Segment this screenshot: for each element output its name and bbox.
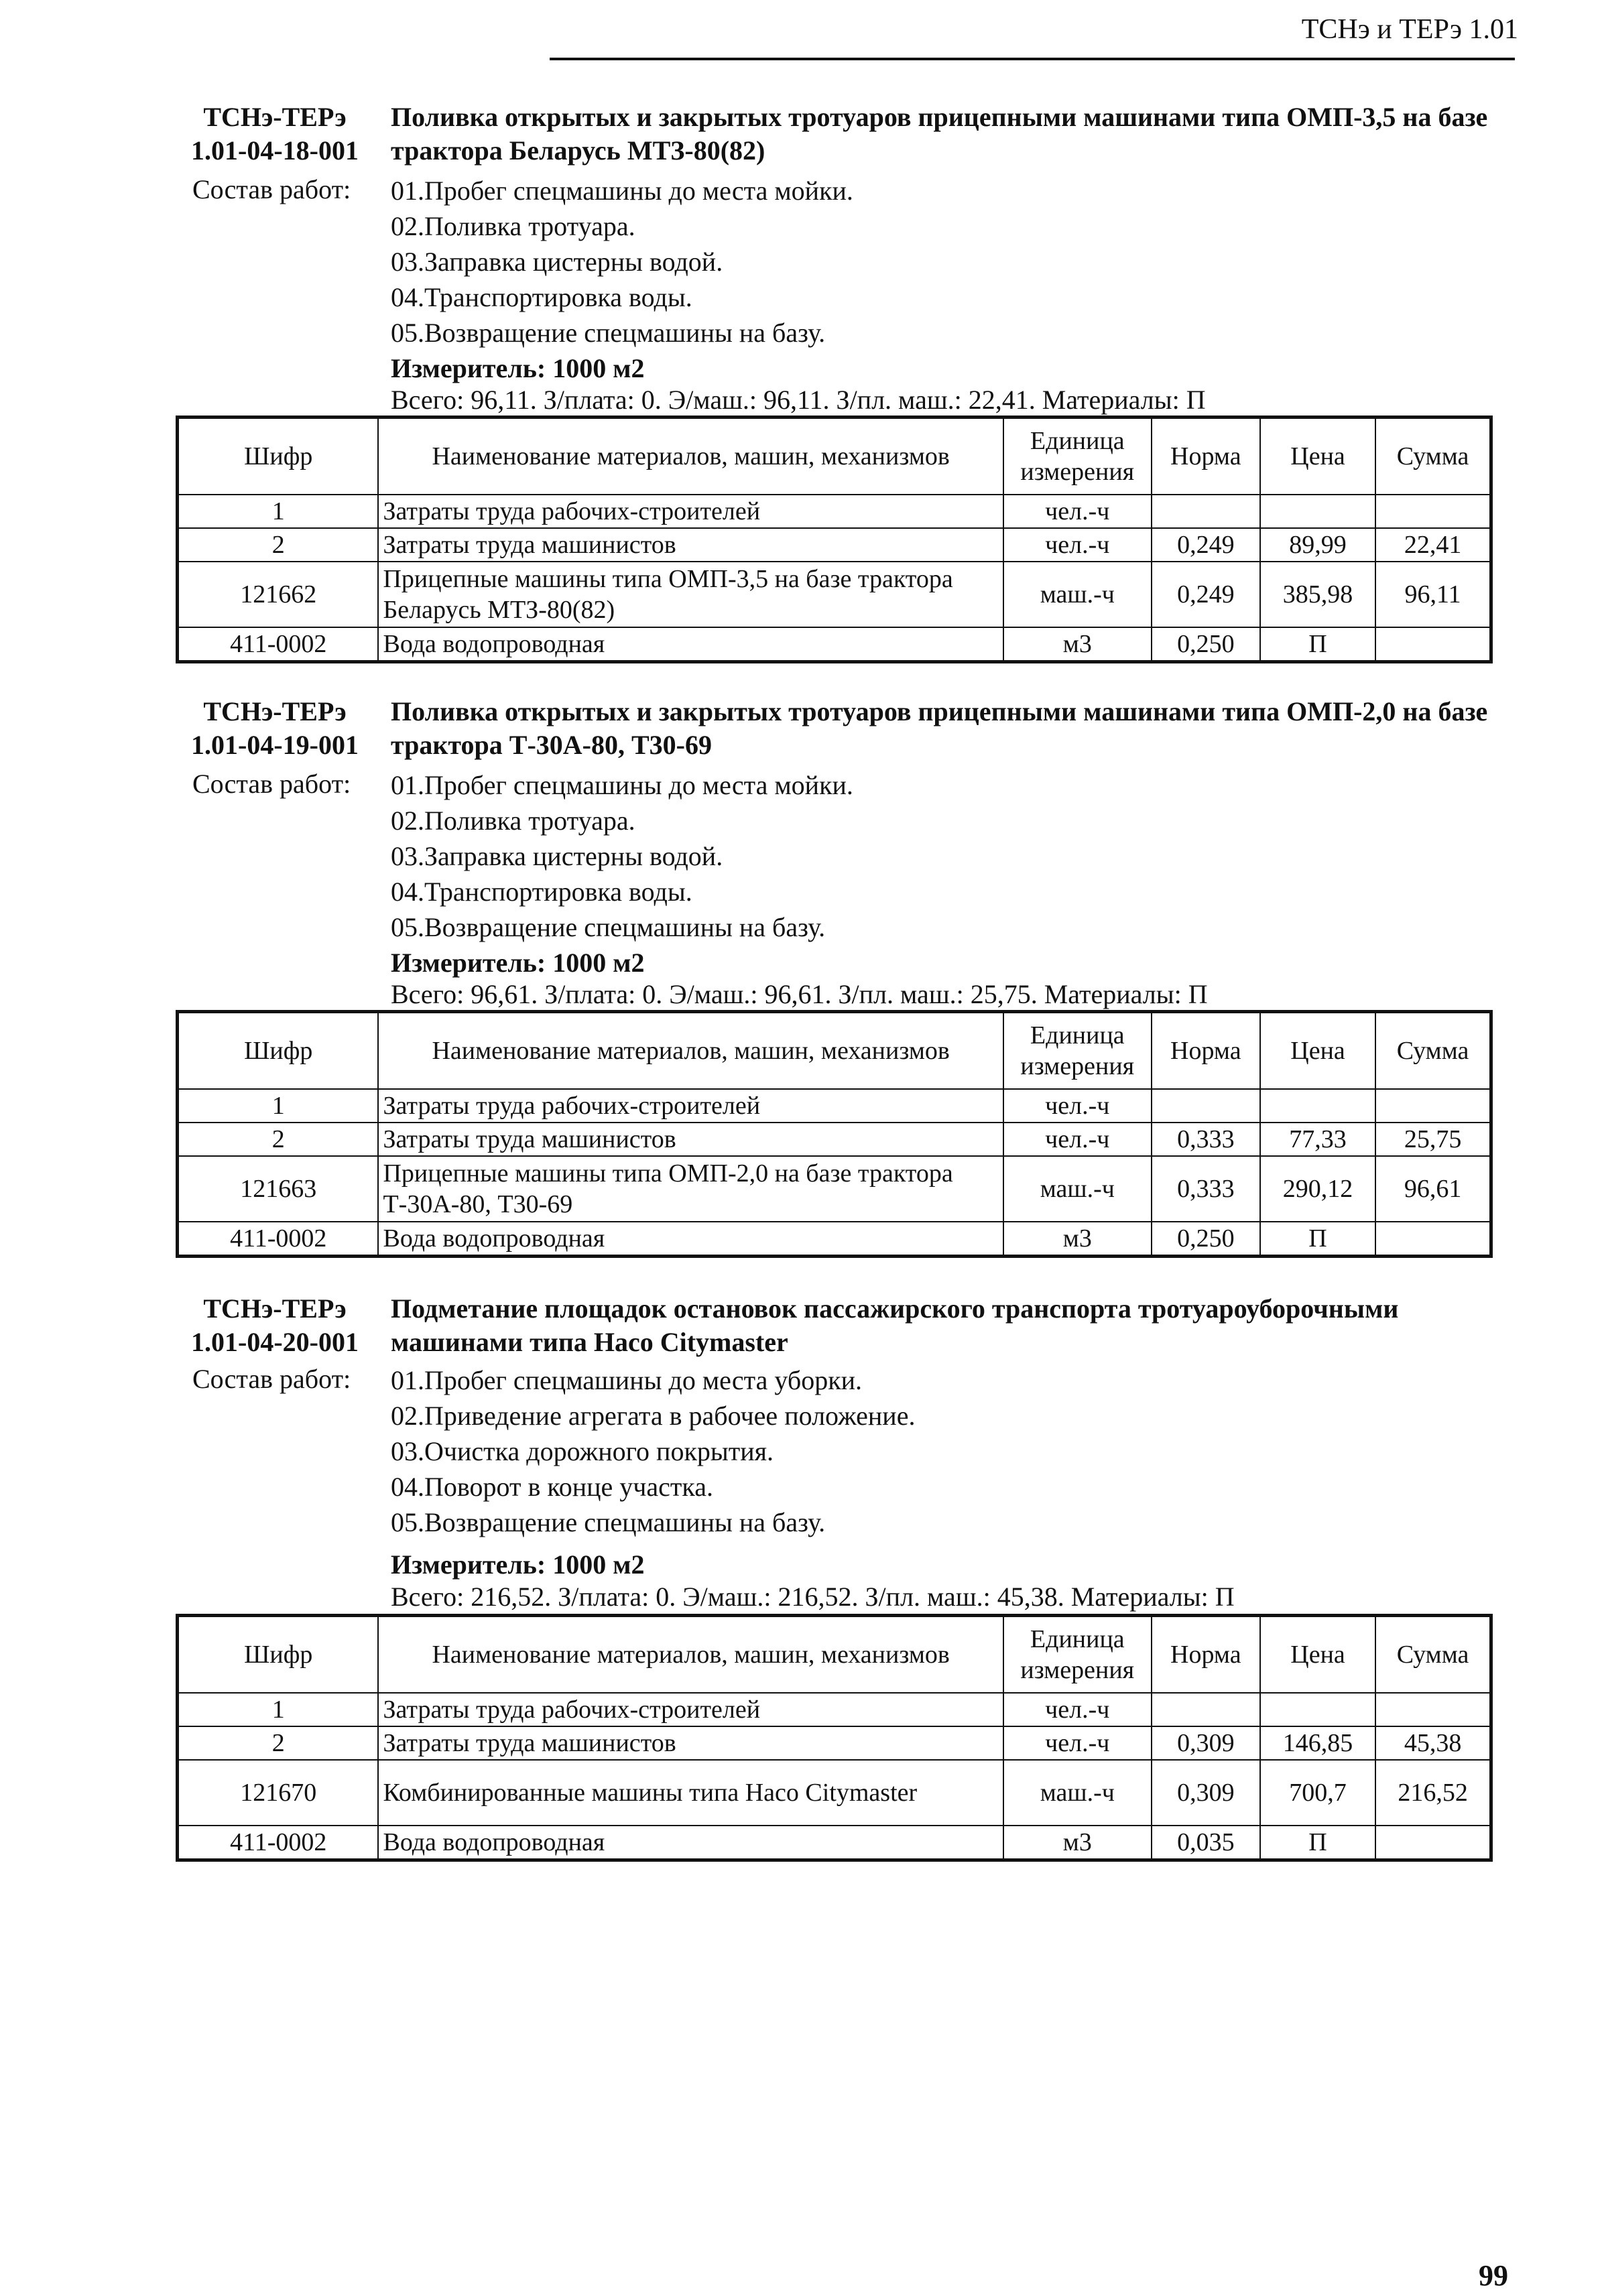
resources-table bbox=[176, 1614, 1493, 1862]
header-unit-line1: Единица bbox=[1030, 427, 1125, 455]
cell-code: 1 bbox=[178, 1693, 379, 1726]
work-step: 01.Пробег спецмашины до места мойки. bbox=[391, 176, 853, 206]
cell-code: 1 bbox=[178, 1089, 379, 1123]
cell-sum bbox=[1375, 495, 1491, 528]
work-step: 03.Заправка цистерны водой. bbox=[391, 841, 723, 871]
cell-unit: маш.-ч bbox=[1003, 1156, 1152, 1222]
header-unit-line2: измерения bbox=[1020, 1656, 1135, 1684]
header-unit bbox=[1003, 1012, 1152, 1090]
cell-code: 411-0002 bbox=[178, 1826, 379, 1860]
header-price: Цена bbox=[1260, 418, 1375, 495]
cell-price: П bbox=[1260, 1222, 1375, 1257]
cell-sum: 45,38 bbox=[1375, 1726, 1491, 1760]
header-norm: Норма bbox=[1152, 1616, 1260, 1694]
norm-code bbox=[168, 695, 382, 762]
header-name: Наименование материалов, машин, механизмов bbox=[378, 1012, 1003, 1090]
cell-code: 2 bbox=[178, 528, 379, 562]
work-step: 04.Транспортировка воды. bbox=[391, 282, 692, 312]
header-unit bbox=[1003, 1616, 1152, 1694]
cell-unit: чел.-ч bbox=[1003, 528, 1152, 562]
table-row bbox=[178, 1826, 1491, 1860]
table-header-row bbox=[178, 1012, 1491, 1090]
header-unit bbox=[1003, 418, 1152, 495]
norm-code-number: 1.01-04-19-001 bbox=[191, 730, 359, 760]
cell-sum bbox=[1375, 627, 1491, 662]
cell-norm: 0,249 bbox=[1152, 528, 1260, 562]
cell-unit: маш.-ч bbox=[1003, 562, 1152, 627]
cell-price bbox=[1260, 1089, 1375, 1123]
header-code: Шифр bbox=[178, 1012, 379, 1090]
norm-code-number: 1.01-04-18-001 bbox=[191, 135, 359, 166]
header-sum: Сумма bbox=[1375, 1012, 1491, 1090]
header-sum: Сумма bbox=[1375, 418, 1491, 495]
work-step: 05.Возвращение спецмашины на базу. bbox=[391, 318, 826, 348]
table-row bbox=[178, 495, 1491, 528]
work-composition-label: Состав работ: bbox=[192, 1364, 351, 1394]
cell-unit: чел.-ч bbox=[1003, 1123, 1152, 1156]
cell-name: Затраты труда машинистов bbox=[378, 1123, 1003, 1156]
cell-unit: чел.-ч bbox=[1003, 495, 1152, 528]
cell-sum bbox=[1375, 1222, 1491, 1257]
work-step: 02.Поливка тротуара. bbox=[391, 806, 635, 836]
header-rule bbox=[550, 58, 1515, 60]
norm-code-prefix: ТСНэ-ТЕРэ bbox=[203, 1293, 347, 1324]
cell-price: П bbox=[1260, 627, 1375, 662]
norm-code bbox=[168, 101, 382, 168]
norm-title: Поливка открытых и закрытых тротуаров прицепными машинами типа ОМП-3,5 на базе трактора Беларусь МТЗ-80(82) bbox=[391, 102, 1488, 166]
cell-unit: м3 bbox=[1003, 1222, 1152, 1257]
page-number: 99 bbox=[1479, 2259, 1508, 2292]
header-norm: Норма bbox=[1152, 418, 1260, 495]
header-code: Шифр bbox=[178, 1616, 379, 1694]
cell-code: 411-0002 bbox=[178, 627, 379, 662]
totals-line: Всего: 96,61. З/плата: 0. Э/маш.: 96,61. З/пл. маш.: 25,75. Материалы: П bbox=[391, 979, 1208, 1009]
cell-name: Вода водопроводная bbox=[378, 627, 1003, 662]
cell-code: 411-0002 bbox=[178, 1222, 379, 1257]
cell-name: Вода водопроводная bbox=[378, 1826, 1003, 1860]
work-steps bbox=[391, 767, 853, 980]
work-step: 04.Поворот в конце участка. bbox=[391, 1472, 713, 1502]
cell-name: Затраты труда рабочих-строителей bbox=[378, 1693, 1003, 1726]
table-row bbox=[178, 1156, 1491, 1222]
cell-price: 77,33 bbox=[1260, 1123, 1375, 1156]
work-step: 03.Заправка цистерны водой. bbox=[391, 247, 723, 277]
cell-norm bbox=[1152, 1693, 1260, 1726]
header-unit-line1: Единица bbox=[1030, 1625, 1125, 1653]
table-row bbox=[178, 562, 1491, 627]
work-composition-label: Состав работ: bbox=[192, 769, 351, 799]
cell-price: 700,7 bbox=[1260, 1760, 1375, 1826]
cell-norm: 0,249 bbox=[1152, 562, 1260, 627]
cell-norm: 0,309 bbox=[1152, 1726, 1260, 1760]
totals-line: Всего: 216,52. З/плата: 0. Э/маш.: 216,52. З/пл. маш.: 45,38. Материалы: П bbox=[391, 1582, 1235, 1612]
cell-price: 385,98 bbox=[1260, 562, 1375, 627]
cell-price bbox=[1260, 495, 1375, 528]
table-row bbox=[178, 1222, 1491, 1257]
table-header-row bbox=[178, 1616, 1491, 1694]
header-unit-line2: измерения bbox=[1020, 458, 1135, 486]
cell-price: 290,12 bbox=[1260, 1156, 1375, 1222]
work-steps bbox=[391, 173, 853, 386]
cell-name: Вода водопроводная bbox=[378, 1222, 1003, 1257]
cell-code: 121662 bbox=[178, 562, 379, 627]
work-step: 04.Транспортировка воды. bbox=[391, 877, 692, 907]
table-row bbox=[178, 528, 1491, 562]
work-steps bbox=[391, 1362, 915, 1582]
header-name: Наименование материалов, машин, механизмов bbox=[378, 418, 1003, 495]
header-price: Цена bbox=[1260, 1012, 1375, 1090]
cell-name: Затраты труда рабочих-строителей bbox=[378, 1089, 1003, 1123]
resources-table bbox=[176, 1010, 1493, 1258]
cell-price: 146,85 bbox=[1260, 1726, 1375, 1760]
work-step: 03.Очистка дорожного покрытия. bbox=[391, 1436, 774, 1466]
cell-name: Затраты труда машинистов bbox=[378, 528, 1003, 562]
cell-name: Затраты труда рабочих-строителей bbox=[378, 495, 1003, 528]
cell-norm: 0,250 bbox=[1152, 627, 1260, 662]
meter-line: Измеритель: 1000 м2 bbox=[391, 353, 645, 383]
work-step: 02.Приведение агрегата в рабочее положение. bbox=[391, 1401, 916, 1431]
norm-code-number: 1.01-04-20-001 bbox=[191, 1327, 359, 1357]
cell-name: Прицепные машины типа ОМП-3,5 на базе трактора Беларусь МТЗ-80(82) bbox=[378, 562, 1003, 627]
cell-price: П bbox=[1260, 1826, 1375, 1860]
table-row bbox=[178, 1693, 1491, 1726]
cell-sum bbox=[1375, 1693, 1491, 1726]
cell-norm: 0,333 bbox=[1152, 1156, 1260, 1222]
cell-sum: 25,75 bbox=[1375, 1123, 1491, 1156]
work-step: 01.Пробег спецмашины до места уборки. bbox=[391, 1365, 863, 1395]
norm-title: Поливка открытых и закрытых тротуаров прицепными машинами типа ОМП-2,0 на базе трактора Т-30А-80, Т30-69 bbox=[391, 696, 1488, 760]
cell-code: 1 bbox=[178, 495, 379, 528]
meter-line: Измеритель: 1000 м2 bbox=[391, 948, 645, 978]
norm-code-prefix: ТСНэ-ТЕРэ bbox=[203, 102, 347, 132]
work-composition-label: Состав работ: bbox=[192, 174, 351, 204]
table-row bbox=[178, 1089, 1491, 1123]
cell-code: 121670 bbox=[178, 1760, 379, 1826]
cell-unit: маш.-ч bbox=[1003, 1760, 1152, 1826]
header-unit-line2: измерения bbox=[1020, 1052, 1135, 1080]
cell-sum bbox=[1375, 1089, 1491, 1123]
meter-line: Измеритель: 1000 м2 bbox=[391, 1549, 645, 1580]
resources-table bbox=[176, 416, 1493, 663]
table-row bbox=[178, 1726, 1491, 1760]
cell-code: 121663 bbox=[178, 1156, 379, 1222]
cell-norm bbox=[1152, 1089, 1260, 1123]
cell-norm bbox=[1152, 495, 1260, 528]
cell-norm: 0,250 bbox=[1152, 1222, 1260, 1257]
cell-unit: чел.-ч bbox=[1003, 1726, 1152, 1760]
norm-code bbox=[168, 1292, 382, 1359]
cell-unit: м3 bbox=[1003, 1826, 1152, 1860]
cell-price: 89,99 bbox=[1260, 528, 1375, 562]
cell-sum: 216,52 bbox=[1375, 1760, 1491, 1826]
cell-norm: 0,035 bbox=[1152, 1826, 1260, 1860]
table-header-row bbox=[178, 418, 1491, 495]
work-step: 05.Возвращение спецмашины на базу. bbox=[391, 912, 826, 942]
cell-name: Прицепные машины типа ОМП-2,0 на базе трактора Т-30А-80, Т30-69 bbox=[378, 1156, 1003, 1222]
cell-price bbox=[1260, 1693, 1375, 1726]
cell-code: 2 bbox=[178, 1123, 379, 1156]
cell-unit: чел.-ч bbox=[1003, 1693, 1152, 1726]
cell-norm: 0,309 bbox=[1152, 1760, 1260, 1826]
cell-name: Комбинированные машины типа Haco Citymaster bbox=[378, 1760, 1003, 1826]
totals-line: Всего: 96,11. З/плата: 0. Э/маш.: 96,11. З/пл. маш.: 22,41. Материалы: П bbox=[391, 385, 1206, 415]
norm-code-prefix: ТСНэ-ТЕРэ bbox=[203, 696, 347, 726]
work-step: 05.Возвращение спецмашины на базу. bbox=[391, 1507, 826, 1537]
cell-sum: 22,41 bbox=[1375, 528, 1491, 562]
table-row bbox=[178, 1123, 1491, 1156]
cell-sum bbox=[1375, 1826, 1491, 1860]
header-unit-line1: Единица bbox=[1030, 1021, 1125, 1049]
table-row bbox=[178, 627, 1491, 662]
table-row bbox=[178, 1760, 1491, 1826]
work-step: 02.Поливка тротуара. bbox=[391, 211, 635, 241]
header-norm: Норма bbox=[1152, 1012, 1260, 1090]
cell-sum: 96,61 bbox=[1375, 1156, 1491, 1222]
work-step: 01.Пробег спецмашины до места мойки. bbox=[391, 770, 853, 800]
header-sum: Сумма bbox=[1375, 1616, 1491, 1694]
cell-name: Затраты труда машинистов bbox=[378, 1726, 1003, 1760]
cell-sum: 96,11 bbox=[1375, 562, 1491, 627]
header-name: Наименование материалов, машин, механизмов bbox=[378, 1616, 1003, 1694]
cell-unit: чел.-ч bbox=[1003, 1089, 1152, 1123]
cell-code: 2 bbox=[178, 1726, 379, 1760]
header-code: Шифр bbox=[178, 418, 379, 495]
norm-title: Подметание площадок остановок пассажирского транспорта тротуароуборочными машинами типа Haco Citymaster bbox=[391, 1293, 1399, 1357]
cell-norm: 0,333 bbox=[1152, 1123, 1260, 1156]
header-price: Цена bbox=[1260, 1616, 1375, 1694]
cell-unit: м3 bbox=[1003, 627, 1152, 662]
page-header-title: ТСНэ и ТЕРэ 1.01 bbox=[1301, 14, 1518, 45]
